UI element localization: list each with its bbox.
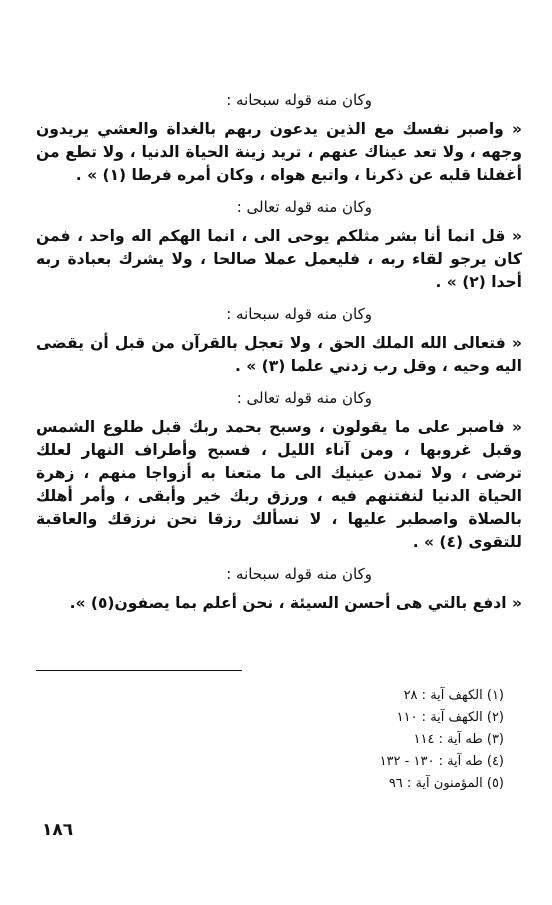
quote-block-4 [36, 386, 522, 554]
quranic-verse: « واصبر نفسك مع الذين يدعون ربهم بالغداة والعشي يريدون وجهه ، ولا تعد عيناك عنهم ، تريد زينة الحياة الدنيا ، ولا تطع من أغفلنا قلبه عن ذكرنا ، واتبع هواه ، وكان أمره فرطا (١) » . [36, 120, 522, 184]
footnote-5: (٥) المؤمنون آية : ٩٦ [388, 776, 504, 791]
footnote-1: (١) الكهف آية : ٢٨ [403, 688, 504, 703]
quote-block-1 [36, 88, 522, 187]
quote-intro: وكان منه قوله سبحانه : [226, 565, 372, 583]
quranic-verse: « فاصبر على ما يقولون ، وسبح بحمد ربك قبل طلوع الشمس وقبل غروبها ، ومن آناء الليل ، فسبح وأطراف النهار لعلك ترضى ، ولا تمدن عينيك الى ما متعنا به أزواجا منهم ، زهرة الحياة الدنيا لنفتنهم فيه ، ورزق ربك خير وأبقى ، وأمر أهلك بالصلاة واصطبر عليها ، لا نسألك رزقا نحن نرزقك والعاقبة للتقوى (٤) » . [36, 418, 522, 551]
footnotes [318, 686, 504, 796]
quote-intro: وكان منه قوله تعالى : [236, 389, 372, 407]
quranic-verse: « قل انما أنا بشر مثلكم يوحى الى ، انما الهكم اله واحد ، فمن كان يرجو لقاء ربه ، فليعمل عملا صالحا ، ولا يشرك بعبادة ربه أحدا (٢) » . [36, 227, 522, 291]
quote-intro: وكان منه قوله تعالى : [236, 198, 372, 216]
quranic-verse: « ادفع بالتي هى أحسن السيئة ، نحن أعلم بما يصفون(٥) ». [69, 594, 522, 612]
footnote-2: (٢) الكهف آية : ١١٠ [396, 710, 504, 725]
quote-block-5 [36, 562, 522, 615]
quote-block-2 [36, 195, 522, 294]
footnote-divider [36, 670, 242, 671]
quote-intro: وكان منه قوله سبحانه : [226, 91, 372, 109]
footnote-4: (٤) طه آية : ١٣٠ - ١٣٢ [379, 754, 504, 769]
page-number: ١٨٦ [42, 820, 74, 840]
quote-block-3 [36, 302, 522, 378]
main-text [36, 88, 522, 623]
quote-intro: وكان منه قوله سبحانه : [226, 305, 372, 323]
footnote-3: (٣) طه آية : ١١٤ [413, 732, 504, 747]
quranic-verse: « فتعالى الله الملك الحق ، ولا تعجل بالقرآن من قبل أن يقضى اليه وحيه ، وقل رب زدني علما (٣) » . [36, 334, 522, 375]
